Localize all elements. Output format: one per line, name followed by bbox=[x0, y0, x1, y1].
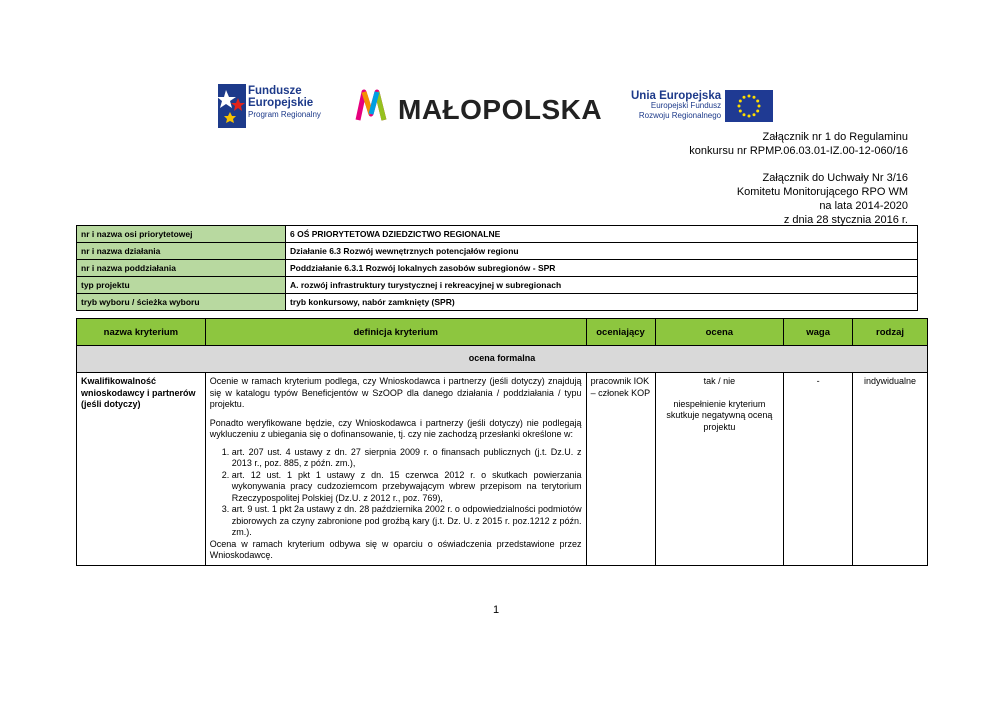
definition-paragraph-2: Ponadto weryfikowane będzie, czy Wnioskodawca i partnerzy (jeśli dotyczy) nie podlegają wykluczeniu z ubiegania się o dofinansowanie, tj. czy nie zachodzą przesłanki określone w: bbox=[209, 417, 582, 439]
score-value: tak / nie bbox=[703, 376, 736, 386]
section-row bbox=[77, 346, 928, 373]
section-title: ocena formalna bbox=[77, 346, 928, 373]
header-line2: konkursu nr RPMP.06.03.01-IZ.00-12-060/16 bbox=[689, 145, 908, 157]
info-row bbox=[77, 226, 918, 243]
unia-europejska-text bbox=[631, 91, 721, 121]
criterion-row bbox=[77, 373, 928, 566]
fe-star-icon bbox=[218, 84, 246, 128]
info-key: typ projektu bbox=[77, 277, 286, 294]
list-item: 3. art. 9 ust. 1 pkt 2a ustawy z dn. 28 października 2002 r. o odpowiedzialności podmiotów zbiorowych za czyny zabronione pod groźbą kary (j.t. Dz. U. z 2015 r. poz.1212 z późn. zm.). bbox=[232, 504, 582, 539]
fe-line1: Fundusze bbox=[248, 85, 302, 97]
info-value: Poddziałanie 6.3.1 Rozwój lokalnych zasobów subregionów - SPR bbox=[286, 260, 918, 277]
ue-line3: Rozwoju Regionalnego bbox=[638, 111, 722, 120]
col-header-definition: definicja kryterium bbox=[205, 319, 586, 346]
info-row bbox=[77, 243, 918, 260]
fe-line3: Program Regionalny bbox=[248, 110, 321, 119]
fundusze-europejskie-text bbox=[248, 85, 321, 121]
definition-paragraph-1: Ocenie w ramach kryterium podlega, czy Wnioskodawca i partnerzy (jeśli dotyczy) znajdują się w katalogu typów Beneficjentów w SzOOP dla danego działania / poddziałania / typu projektu. bbox=[209, 376, 582, 409]
info-row bbox=[77, 260, 918, 277]
header-line5: na lata 2014-2020 bbox=[819, 200, 908, 212]
col-header-score: ocena bbox=[655, 319, 784, 346]
header-line6: z dnia 28 stycznia 2016 r. bbox=[783, 214, 908, 226]
info-value: 6 OŚ PRIORYTETOWA DZIEDZICTWO REGIONALNE bbox=[286, 226, 918, 243]
project-info-table bbox=[76, 225, 918, 311]
info-row bbox=[77, 294, 918, 311]
legal-basis-list bbox=[210, 447, 582, 539]
col-header-name: nazwa kryterium bbox=[77, 319, 206, 346]
malopolska-text: MAŁOPOLSKA bbox=[398, 94, 603, 125]
list-item: 2. art. 12 ust. 1 pkt 1 ustawy z dn. 15 czerwca 2012 r. o skutkach powierzania wykonywania pracy cudzoziemcom przebywającym wbrew przepisom na terytorium Rzeczypospolitej Polskiej (Dz.U. z 2012 r., poz. 769), bbox=[232, 470, 582, 505]
attachment-info bbox=[689, 130, 908, 158]
page-number: 1 bbox=[492, 604, 500, 616]
info-value: Działanie 6.3 Rozwój wewnętrznych potencjałów regionu bbox=[286, 243, 918, 260]
col-header-weight: waga bbox=[784, 319, 853, 346]
score-note: niespełnienie kryterium skutkuje negatywną oceną projektu bbox=[666, 398, 773, 432]
criteria-header-row bbox=[77, 319, 928, 346]
col-header-evaluator: oceniający bbox=[586, 319, 655, 346]
criterion-score bbox=[655, 373, 784, 566]
criterion-definition bbox=[205, 373, 586, 566]
malopolska-m-icon bbox=[355, 88, 393, 122]
criterion-kind: indywidualne bbox=[853, 373, 928, 566]
header-line4: Komitetu Monitorującego RPO WM bbox=[736, 186, 908, 198]
info-row bbox=[77, 277, 918, 294]
info-key: tryb wyboru / ścieżka wyboru bbox=[77, 294, 286, 311]
criteria-table bbox=[76, 318, 928, 566]
list-item: 1. art. 207 ust. 4 ustawy z dn. 27 sierpnia 2009 r. o finansach publicznych (j.t. Dz.U. z 2013 r., poz. 885, z późn. zm.), bbox=[232, 447, 582, 470]
info-key: nr i nazwa działania bbox=[77, 243, 286, 260]
fundusze-europejskie-logo bbox=[218, 84, 246, 133]
definition-paragraph-3: Ocena w ramach kryterium odbywa się w oparciu o oświadczenia przedstawione przez Wnioskodawcę. bbox=[209, 538, 582, 560]
info-key: nr i nazwa poddziałania bbox=[77, 260, 286, 277]
info-value: tryb konkursowy, nabór zamknięty (SPR) bbox=[286, 294, 918, 311]
resolution-info bbox=[737, 171, 908, 227]
eu-flag-icon bbox=[725, 90, 773, 122]
header-line3: Załącznik do Uchwały Nr 3/16 bbox=[762, 172, 908, 184]
criterion-name: Kwalifikowalność wnioskodawcy i partnerów (jeśli dotyczy) bbox=[77, 373, 206, 566]
fe-line2: Europejskie bbox=[248, 97, 314, 109]
col-header-kind: rodzaj bbox=[853, 319, 928, 346]
info-value: A. rozwój infrastruktury turystycznej i rekreacyjnej w subregionach bbox=[286, 277, 918, 294]
ue-line2: Europejski Fundusz bbox=[650, 101, 722, 110]
malopolska-logo bbox=[355, 88, 393, 127]
header-line1: Załącznik nr 1 do Regulaminu bbox=[762, 131, 908, 143]
criterion-evaluator: pracownik IOK – członek KOP bbox=[586, 373, 655, 566]
info-key: nr i nazwa osi priorytetowej bbox=[77, 226, 286, 243]
ue-line1: Unia Europejska bbox=[631, 90, 722, 102]
criterion-weight: - bbox=[784, 373, 853, 566]
